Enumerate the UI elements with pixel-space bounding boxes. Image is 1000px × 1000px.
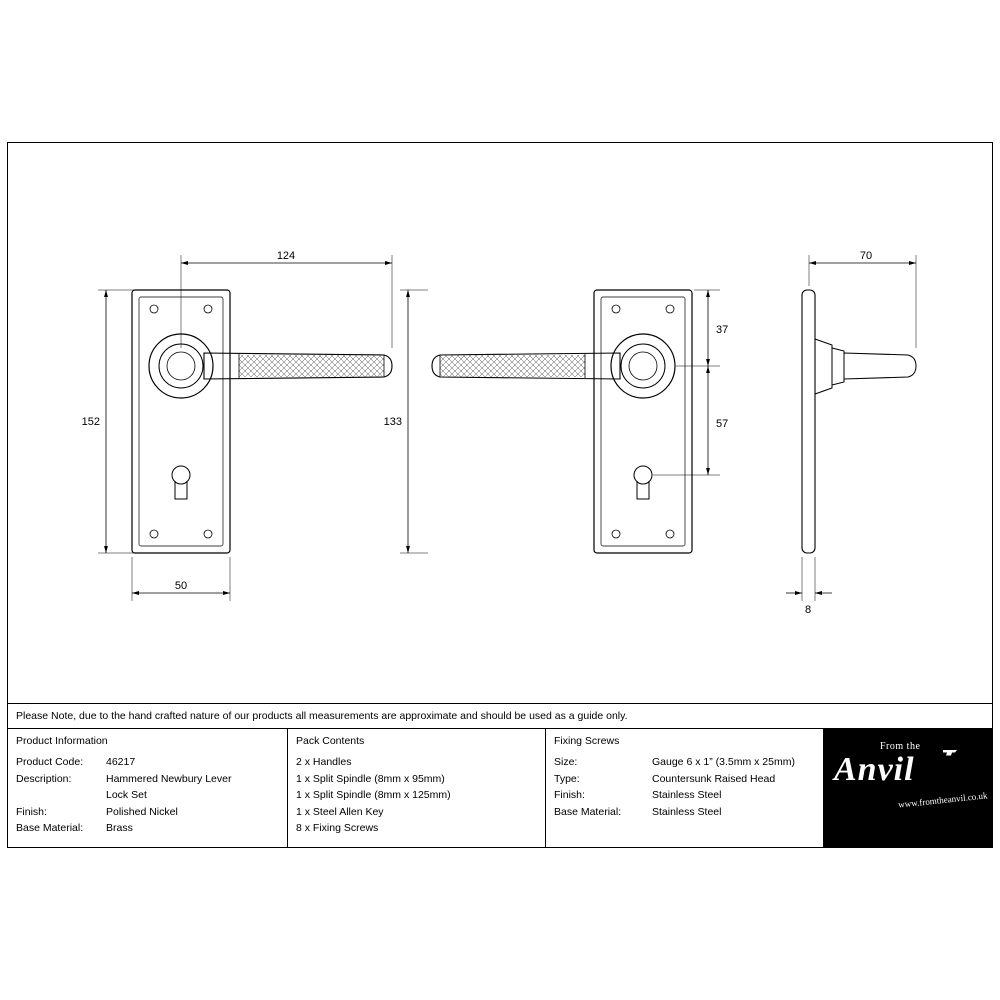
screw-size-label: Size: (554, 756, 578, 768)
table-row (554, 804, 815, 821)
table-row (554, 771, 815, 788)
finish-value: Polished Nickel (106, 805, 178, 818)
table-row (16, 804, 279, 821)
base-material-value: Brass (106, 822, 133, 834)
table-row (16, 787, 279, 804)
svg-text:133: 133 (383, 416, 402, 428)
table-row (16, 754, 279, 771)
table-row (16, 820, 279, 837)
screw-type-label: Type: (554, 772, 580, 785)
product-code-value: 46217 (106, 756, 136, 768)
brand-logo-column (824, 729, 992, 847)
svg-text:8: 8 (804, 604, 812, 616)
screw-type-value: Countersunk Raised Head (652, 772, 776, 785)
pack-contents-title: Pack Contents (296, 735, 365, 747)
svg-text:50: 50 (174, 580, 188, 592)
svg-text:70: 70 (859, 250, 873, 262)
logo-url-text: www.fromtheanvil.co.uk (897, 790, 988, 810)
table-row (554, 754, 815, 771)
product-information-title: Product Information (16, 735, 108, 747)
list-item: 1 x Steel Allen Key (296, 805, 384, 818)
list-item: 1 x Split Spindle (8mm x 95mm) (296, 772, 445, 785)
product-code-label: Product Code: (16, 756, 84, 768)
table-row (554, 787, 815, 804)
view-front-left (82, 250, 392, 601)
svg-text:152: 152 (81, 416, 100, 428)
description-value-cont: Lock Set (106, 789, 147, 801)
screw-finish-label: Finish: (554, 789, 585, 801)
info-table (8, 729, 992, 847)
spec-sheet (7, 142, 993, 848)
view-side (786, 250, 916, 616)
screw-finish-value: Stainless Steel (652, 789, 722, 801)
table-row (16, 771, 279, 788)
pack-contents-column (288, 729, 546, 847)
anvil-icon (942, 747, 958, 757)
screw-size-value: Gauge 6 x 1” (3.5mm x 25mm) (652, 756, 795, 768)
svg-text:37: 37 (716, 324, 729, 336)
technical-drawing-area (8, 143, 992, 703)
list-item: 1 x Split Spindle (8mm x 125mm) (296, 789, 451, 801)
svg-text:57: 57 (716, 418, 729, 430)
drawing-svg (8, 143, 992, 703)
list-item: 8 x Fixing Screws (296, 822, 379, 834)
description-label: Description: (16, 772, 72, 785)
screw-base-material-value: Stainless Steel (652, 805, 722, 818)
measurement-note: Please Note, due to the hand crafted nature of our products all measurements are approximate and should be used as a guide only. (8, 703, 992, 729)
description-value: Hammered Newbury Lever (106, 772, 232, 785)
logo-anvil-text: Anvil (834, 751, 915, 788)
finish-label: Finish: (16, 805, 47, 818)
list-item: 2 x Handles (296, 756, 352, 768)
fixing-screws-column (546, 729, 824, 847)
from-the-anvil-logo (824, 729, 992, 847)
screw-base-material-label: Base Material: (554, 805, 622, 818)
svg-text:124: 124 (276, 250, 296, 262)
description-label-cont (16, 787, 106, 804)
fixing-screws-title: Fixing Screws (554, 735, 620, 747)
logo-from-the-text: From the (880, 741, 921, 752)
view-front-right (384, 290, 729, 553)
base-material-label: Base Material: (16, 822, 84, 834)
product-information-column (8, 729, 288, 847)
